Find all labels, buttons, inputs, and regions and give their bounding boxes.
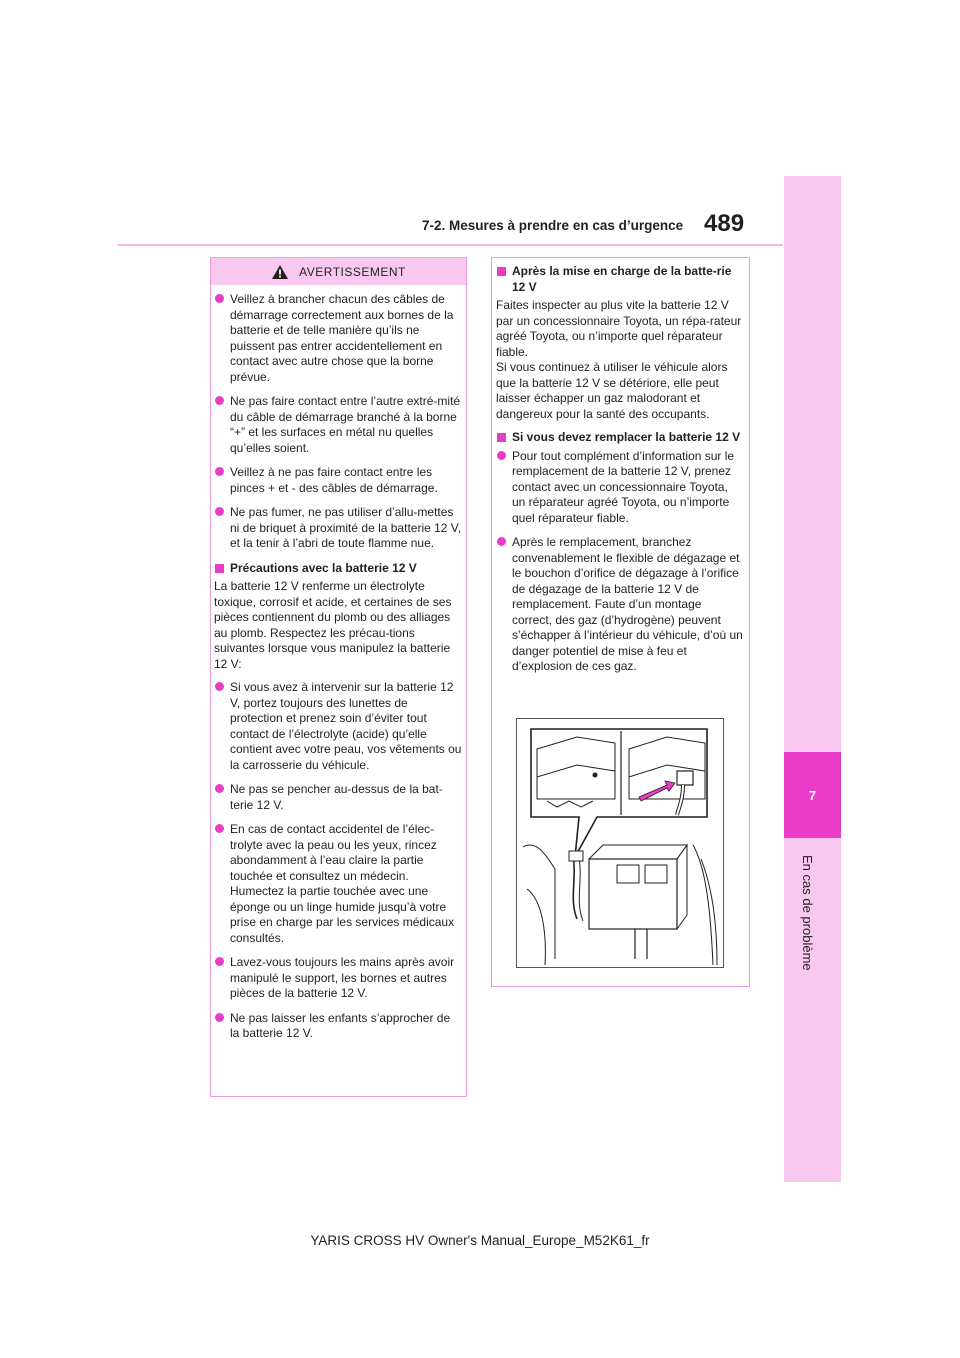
chapter-label-container [801,855,821,1055]
warning-title: AVERTISSEMENT [299,264,406,279]
list-item: Ne pas se pencher au-dessus de la bat-terie 12 V. [214,782,462,813]
list-item: Lavez-vous toujours les mains après avoir manipulé le support, les bornes et autres pièces de la batterie 12 V. [214,955,462,1002]
section-header-title: 7-2. Mesures à prendre en cas d’urgence [422,218,684,233]
list-item: Ne pas fumer, ne pas utiliser d’allu-mettes ni de briquet à proximité de la batterie 12 V, et la tenir à l’abri de toute flamme nue. [214,505,462,552]
warning-triangle-icon [271,264,289,280]
bullet-icon [497,537,506,546]
list-item: Pour tout complément d’information sur le remplacement de la batterie 12 V, prenez contact avec un concessionnaire Toyota, un réparateur agréé Toyota, ou n’importe quel réparateur fiable. [496,449,744,527]
info-section-title: Après la mise en charge de la batte-rie 12 V [496,264,744,295]
info-content [496,264,744,684]
bullet-icon [215,294,224,303]
header-divider [118,244,783,246]
warning-content [214,292,462,1051]
bullet-icon [215,824,224,833]
warning-header [211,258,466,285]
bullet-icon [215,396,224,405]
info-paragraph: Si vous continuez à utiliser le véhicule alors que la batterie 12 V se détériore, elle peut laisser échapper un gaz malodorant et dangereux pour la santé des occupants. [496,360,728,421]
warning-section-title: Précautions avec la batterie 12 V [214,561,462,577]
info-paragraph: Faites inspecter au plus vite la batterie 12 V par un concessionnaire Toyota, un répa-rateur agréé Toyota, ou n’importe quel réparateur fiable. [496,298,742,359]
bullet-icon [215,784,224,793]
list-item: Veillez à brancher chacun des câbles de démarrage correctement aux bornes de la batterie et de telle manière qu’ils ne puissent pas entrer accidentellement en contact avec autre chose que la borne prévue. [214,292,462,385]
list-item: Ne pas faire contact entre l’autre extré-mité du câble de démarrage branché à la borne “+” et les surfaces en métal nu quelles qu’elles soient. [214,394,462,456]
battery-illustration-drawing [517,719,723,967]
page-number: 489 [704,210,745,237]
battery-vent-illustration [516,718,724,968]
warning-section-text: La batterie 12 V renferme un électrolyte toxique, corrosif et acide, et certaines de ses pièces contiennent du plomb ou des alliages au plomb. Respectez les précau-tions suivantes lorsque vous manipulez la batterie 12 V: [214,579,452,671]
list-item: Si vous avez à intervenir sur la batterie 12 V, portez toujours des lunettes de protection et prenez soin d’éviter tout contact de l’électrolyte (acide) qu’elle contient avec votre peau, vos vêtements ou la carrosserie du véhicule. [214,680,462,773]
chapter-label: En cas de problème [800,855,815,971]
list-item: En cas de contact accidentel de l’élec-trolyte avec la peau ou les yeux, rincez abondamment à l’eau claire la partie touchée et consultez un médecin. Humectez la partie touchée avec une éponge ou un linge humide jusqu’à votre prise en charge par les services médicaux consultés. [214,822,462,946]
bullet-icon [497,451,506,460]
list-item: Après le remplacement, branchez convenablement le flexible de dégazage et le bouchon d’orifice de dégazage à l’orifice de dégazage de la batterie 12 V de remplacement. Faute d’un montage correct, des gaz (d’hydrogène) peuvent s’échapper à l’intérieur du véhicule, d’où un danger potentiel de mise à feu et d’explosion de ces gaz. [496,535,744,675]
list-item: Veillez à ne pas faire contact entre les pinces + et - des câbles de démarrage. [214,465,462,496]
square-bullet-icon [497,433,506,442]
square-bullet-icon [215,564,224,573]
chapter-number-badge: 7 [784,752,841,838]
footer-manual-id: YARIS CROSS HV Owner's Manual_Europe_M52K61_fr [310,1233,650,1248]
bullet-icon [215,467,224,476]
info-section-title: Si vous devez remplacer la batterie 12 V [496,430,744,446]
bullet-icon [215,682,224,691]
bullet-icon [215,957,224,966]
bullet-icon [215,1013,224,1022]
bullet-icon [215,507,224,516]
square-bullet-icon [497,267,506,276]
list-item: Ne pas laisser les enfants s’approcher de la batterie 12 V. [214,1011,462,1042]
